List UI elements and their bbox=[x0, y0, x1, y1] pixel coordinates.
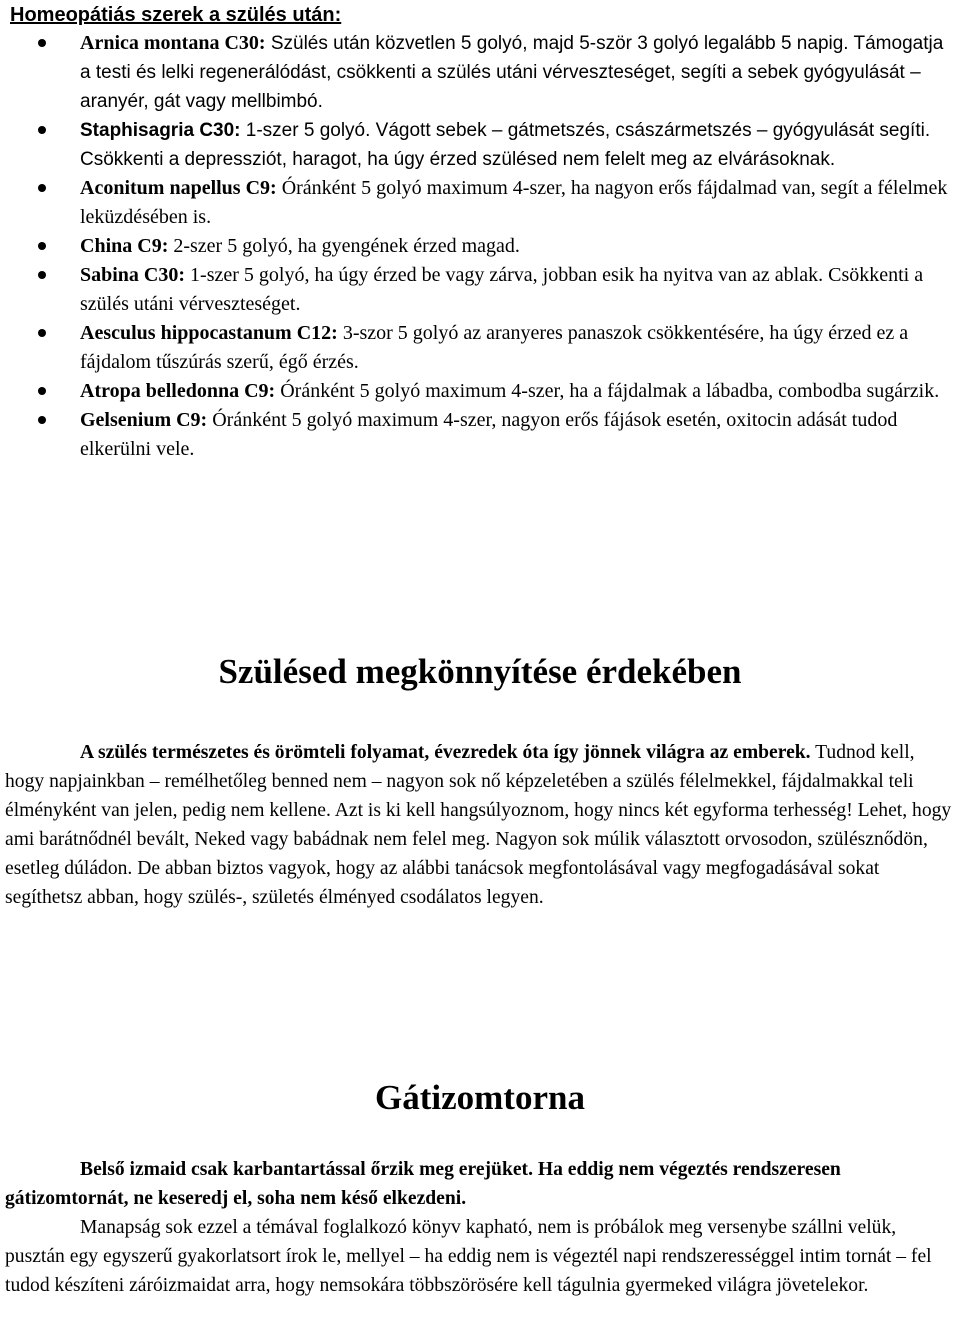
remedies-heading: Homeopátiás szerek a szülés után: bbox=[10, 4, 342, 26]
remedy-text: Óránként 5 golyó maximum 4-szer, nagyon erős fájások esetén, oxitocin adását tudod elkerülni vele. bbox=[80, 409, 898, 460]
remedy-text: 1-szer 5 golyó. Vágott sebek – gátmetszés, császármetszés – gyógyulását segíti. Csökkenti a depressziót, haragot, ha úgy érzed szülésed nem felelt meg az elvárásoknak. bbox=[80, 120, 931, 170]
remedy-text: 1-szer 5 golyó, ha úgy érzed be vagy zárva, jobban esik ha nyitva van az ablak. Csökkenti a szülés utáni vérveszteséget. bbox=[80, 264, 924, 315]
paragraph-lead: A szülés természetes és örömteli folyamat, évezredek óta így jönnek világra az emberek. bbox=[80, 742, 811, 763]
section-paragraph-pelvic bbox=[5, 1213, 955, 1300]
remedy-name: Staphisagria C30: bbox=[80, 120, 241, 141]
remedy-name: Atropa belledonna C9: bbox=[80, 380, 276, 402]
list-item bbox=[5, 261, 955, 319]
bullet-icon bbox=[38, 126, 46, 134]
remedy-text: Óránként 5 golyó maximum 4-szer, ha a fájdalmak a lábadba, combodba sugárzik. bbox=[275, 380, 940, 402]
bullet-icon bbox=[38, 242, 46, 250]
bullet-icon bbox=[38, 184, 46, 192]
remedy-text: Óránként 5 golyó maximum 4-szer, ha nagyon erős fájdalmad van, segít a félelmek leküzdésében is. bbox=[80, 177, 948, 228]
remedy-name: Arnica montana C30: bbox=[80, 32, 266, 54]
section-paragraph-birth bbox=[5, 738, 955, 912]
section-title-pelvic: Gátizomtorna bbox=[375, 1078, 585, 1117]
bullet-icon bbox=[38, 387, 46, 395]
list-item bbox=[5, 116, 955, 174]
section-title-birth: Szülésed megkönnyítése érdekében bbox=[218, 652, 742, 691]
remedy-text: 3-szor 5 golyó az aranyeres panaszok csökkentésére, ha úgy érzed ez a fájdalom tűszúrás szerű, égő érzés. bbox=[80, 322, 909, 373]
remedy-name: Sabina C30: bbox=[80, 264, 186, 286]
list-item bbox=[5, 29, 955, 116]
bullet-icon bbox=[38, 271, 46, 279]
list-item bbox=[5, 319, 955, 377]
bullet-icon bbox=[38, 416, 46, 424]
section-lead-pelvic bbox=[5, 1155, 955, 1213]
remedies-list bbox=[5, 29, 955, 464]
remedy-text: 2-szer 5 golyó, ha gyengének érzed magad. bbox=[168, 235, 520, 257]
remedy-text: Szülés után közvetlen 5 golyó, majd 5-ször 3 golyó legalább 5 napig. Támogatja a testi és lelki regenerálódást, csökkenti a szülés utáni vérveszteséget, segíti a sebek gyógyulását – aranyér, gát vagy mellbimbó. bbox=[80, 33, 944, 112]
remedy-name: Gelsenium C9: bbox=[80, 409, 208, 431]
remedy-name: Aesculus hippocastanum C12: bbox=[80, 322, 338, 344]
list-item bbox=[5, 174, 955, 232]
paragraph-lead: Belső izmaid csak karbantartással őrzik meg erejüket. Ha eddig nem végeztés rendszeresen gátizomtornát, ne keseredj el, soha nem késő elkezdeni. bbox=[5, 1159, 841, 1209]
bullet-icon bbox=[38, 329, 46, 337]
remedy-name: China C9: bbox=[80, 235, 169, 257]
list-item bbox=[5, 406, 955, 464]
paragraph-body: Manapság sok ezzel a témával foglalkozó könyv kapható, nem is próbálok meg versenybe szállni velük, pusztán egy egyszerű gyakorlatsort írok le, mellyel – ha eddig nem is végeztél napi rendszerességgel intim tornát – fel tudod készíteni záróizmaidat arra, hogy nemsokára többszörösére kell tágulnia gyermeked világra jövetelekor. bbox=[5, 1217, 932, 1296]
bullet-icon bbox=[38, 39, 46, 47]
paragraph-body: Tudnod kell, hogy napjainkban – remélhetőleg benned nem – nagyon sok nő képzeletében a szülés félelmekkel, fájdalmakkal teli élményként van jelen, pedig nem kellene. Azt is ki kell hangsúlyoznom, hogy nincs két egyforma terhesség! Lehet, hogy ami barátnődnél bevált, Neked vagy babádnak nem felel meg. Nagyon sok múlik választott orvosodon, szülésznődön, esetleg dúládon. De abban biztos vagyok, hogy az alábbi tanácsok megfontolásával vagy megfogadásával sokat segíthetsz abban, hogy szülés-, születés élményed csodálatos legyen. bbox=[5, 742, 952, 908]
list-item bbox=[5, 377, 955, 406]
list-item bbox=[5, 232, 955, 261]
remedy-name: Aconitum napellus C9: bbox=[80, 177, 277, 199]
